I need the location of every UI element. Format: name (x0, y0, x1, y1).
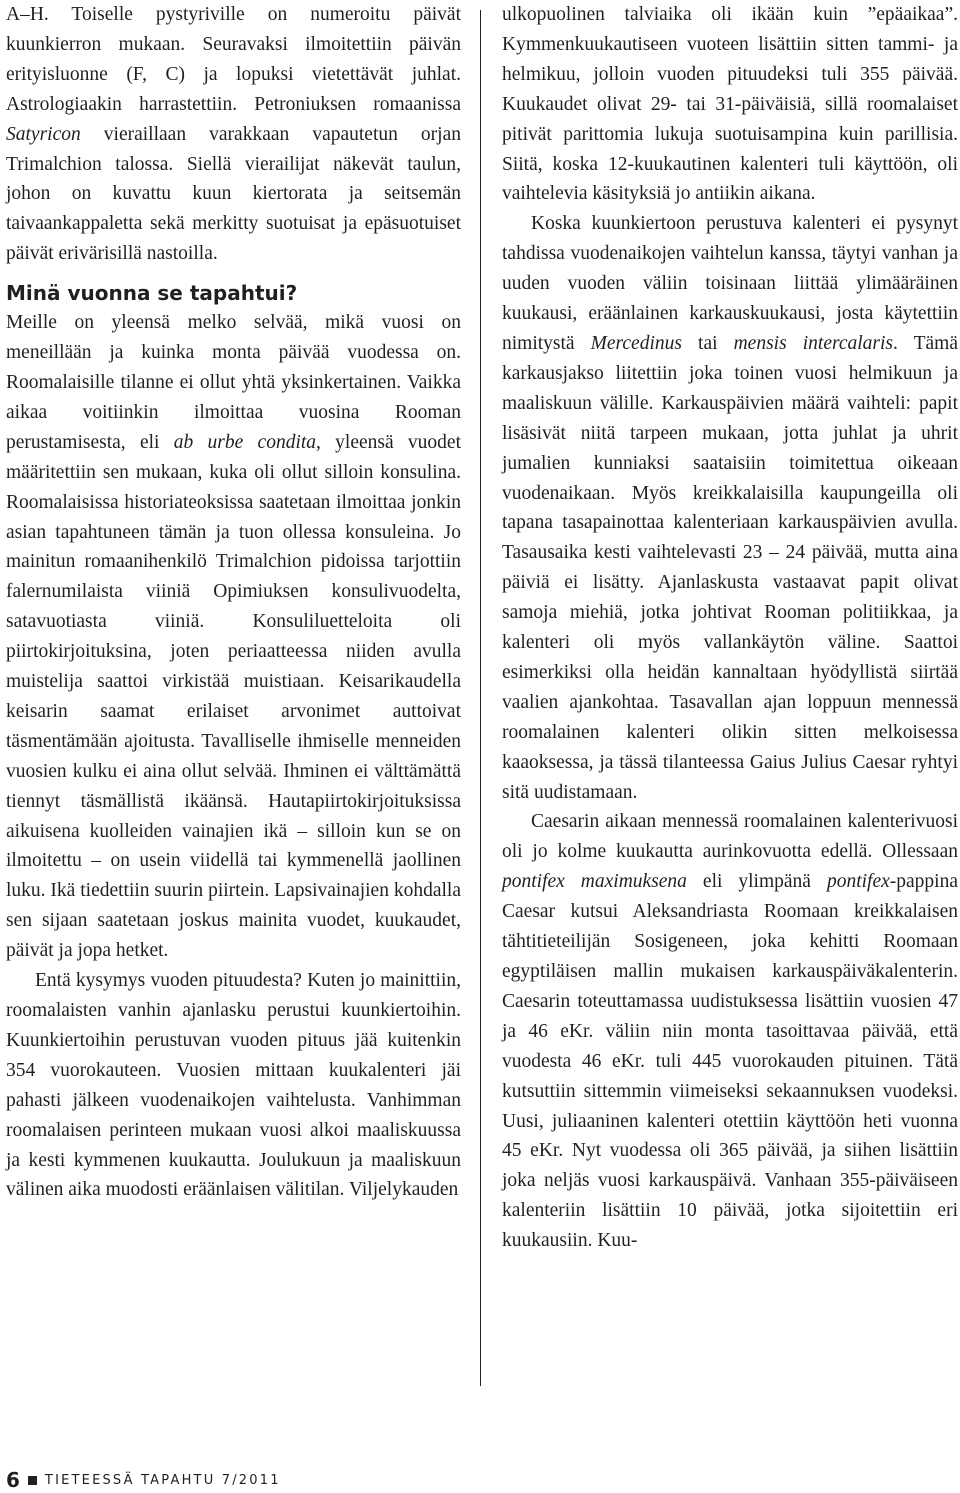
paragraph: Entä kysymys vuoden pituudesta? Kuten jo mainittiin, roomalaisten vanhin ajanlasku perustui kuunkiertoihin. Kuunkiertoihin perustuvan vuoden pituus jää kuitenkin 354 vuorokauteen. Vuosien mittaan kuukalenteri jäi pahasti jälkeen vuodenaikojen vaihtelusta. Vanhimman roomalaisen perinteen mukaan vuosi alkoi maaliskuussa ja kesti kymmenen kuukautta. Joulukuun ja maaliskuun välinen aika muodosti eräänlaisen välitilan. Viljelykauden (6, 970, 461, 1201)
section-heading: Minä vuonna se tapahtui? (6, 281, 298, 306)
left-column (6, 0, 461, 1205)
paragraph: ulkopuolinen talviaika oli ikään kuin ”epäaikaa”. Kymmenkuukautiseen vuoteen lisättiin sitten tammi- ja helmikuu, jolloin vuoden pituudeksi tuli 355 päivää. Kuukaudet olivat 29- tai 31-päiväisiä, sillä roomalaiset pitivät parittomia lukuja suotuisampina kuin parillisia. Siitä, koska 12-kuukautinen kalenteri tuli käyttöön, oli vaihtelevia käsityksiä jo antiikin aikana. (502, 4, 958, 205)
right-column (502, 0, 958, 1256)
publication-title: TIETEESSÄ TAPAHTU 7/2011 (44, 1472, 281, 1488)
paragraph: Meille on yleensä melko selvää, mikä vuosi on meneillään ja kuinka monta päivää vuodessa on. Roomalaisille tilanne ei ollut yhtä yksinkertainen. Vaikka aikaa voitiinkin ilmoittaa vuosina Rooman perustamisesta, eli ab urbe condita, yleensä vuodet määritettiin sen mukaan, kuka oli ollut silloin konsulina. Roomalaisissa historiateoksissa saatetaan ilmoittaa jonkin asian tapahtuneen tämän ja tuon ollessa konsuleina. Jo mainitun romaanihenkilö Trimalchion pidoissa tarjottiin falernumilaista viiniä Opimiuksen konsulivuodelta, satavuotiasta viiniä. Konsuliluetteloita oli piirtokirjoituksina, joten periaatteessa niiden avulla muistelija saattoi virkistää muistiaan. Keisarikaudella keisarin saamat erilaiset arvonimet auttoivat täsmentämään ajoitusta. Tavalliselle ihmiselle menneiden vuosien kulku ei aina ollut selvää. Ihminen ei välttämättä tiennyt täsmällistä ikäänsä. Hautapiirtokirjoituksissa aikuisena kuolleiden vainajien ikä – silloin kun se on ilmoitettu – on usein viidellä tai kymmenellä jaollinen luku. Ikä tiedettiin suurin piirtein. Lapsivainajien kohdalla sen sijaan saatetaan joskus mainita vuodet, kuukaudet, päivät ja jopa hetket. (6, 312, 462, 962)
paragraph: Koska kuunkiertoon perustuva kalenteri ei pysynyt tahdissa vuodenaikojen vaihtelun kanssa, täytyi vanhan ja uuden vuoden väliin toisinaan liittää ylimääräinen kuukausi, eräänlainen karkauskuukausi, josta käytettiin nimitystä Mercedinus tai mensis intercalaris. Tämä karkausjakso liitettiin joka toinen vuosi helmikuun ja maaliskuun välille. Karkauspäivien määrä vaihteli: papit lisäsivät niitä tarpeen mukaan, jotta juhlat ja uhrit jumalien kunniaksi saataisiin toimitettua oikeaan vuodenaikaan. Myös kreikkalaisilla kaupungeilla oli tapana tasapainottaa kalenteriaan karkauspäivien avulla. Tasausaika kesti vaihtelevasti 23 – 24 päivää, mutta aina päiviä ei lisätty. Ajanlaskusta vastaavat papit olivat samoja miehiä, jotka johtivat Rooman politiikkaa, ja kalenteri oli myös vallankäytön väline. Saattoi esimerkiksi olla heidän kannaltaan hyödyllistä siirtää vaalien ajankohtaa. Tasavallan ajan loppuun mennessä roomalainen kalenteri olikin sitten melkoisessa kaaoksessa, ja tässä tilanteessa Gaius Julius Caesar ryhtyi sitä uudistamaan. (502, 213, 958, 803)
paragraph: A–H. Toiselle pystyriville on numeroitu päivät kuunkierron mukaan. Seuravaksi ilmoitettiin päivän erityisluonne (F, C) ja lopuksi vietettävät juhlat. Astrologiaakin harrastettiin. Petroniuksen romaanissa Satyricon vieraillaan varakkaan vapautetun orjan Trimalchion talossa. Siellä vierailijat näkevät taulun, johon on kuvattu kuun kiertorata ja seitsemän taivaankappaletta sekä merkitty suotuisat ja epäsuotuiset päivät erivärisillä nastoilla. (6, 4, 461, 265)
page-footer (6, 1469, 281, 1491)
column-divider (480, 10, 481, 1386)
paragraph: Caesarin aikaan mennessä roomalainen kalenterivuosi oli jo kolme kuukautta aurinkovuotta edellä. Ollessaan pontifex maximuksena eli ylimpänä pontifex-pappina Caesar kutsui Aleksandriasta Roomaan kreikkalaisen tähtitieteilijän Sosigeneen, joka kehitti Roomaan egyptiläisen mallin mukaisen karkauspäiväkalenterin. Caesarin toteuttamassa uudistuksessa lisättiin vuosien 47 ja 46 eKr. väliin niin monta tasoittavaa päivää, että vuodesta 46 eKr. tuli 445 vuorokauden pituinen. Tätä kutsuttiin sittemmin viimeiseksi sekaannuksen vuodeksi. Uusi, juliaaninen kalenteri otettiin käyttöön heti vuonna 45 eKr. Nyt vuodessa oli 365 päivää, ja siihen lisättiin joka neljäs vuosi karkauspäivä. Vanhaan 355-päiväiseen kalenteriin lisättiin 10 päivää, jotka sijoitettiin eri kuukausiin. Kuu- (502, 811, 958, 1252)
square-bullet-icon (28, 1476, 37, 1485)
page-number: 6 (6, 1468, 20, 1492)
